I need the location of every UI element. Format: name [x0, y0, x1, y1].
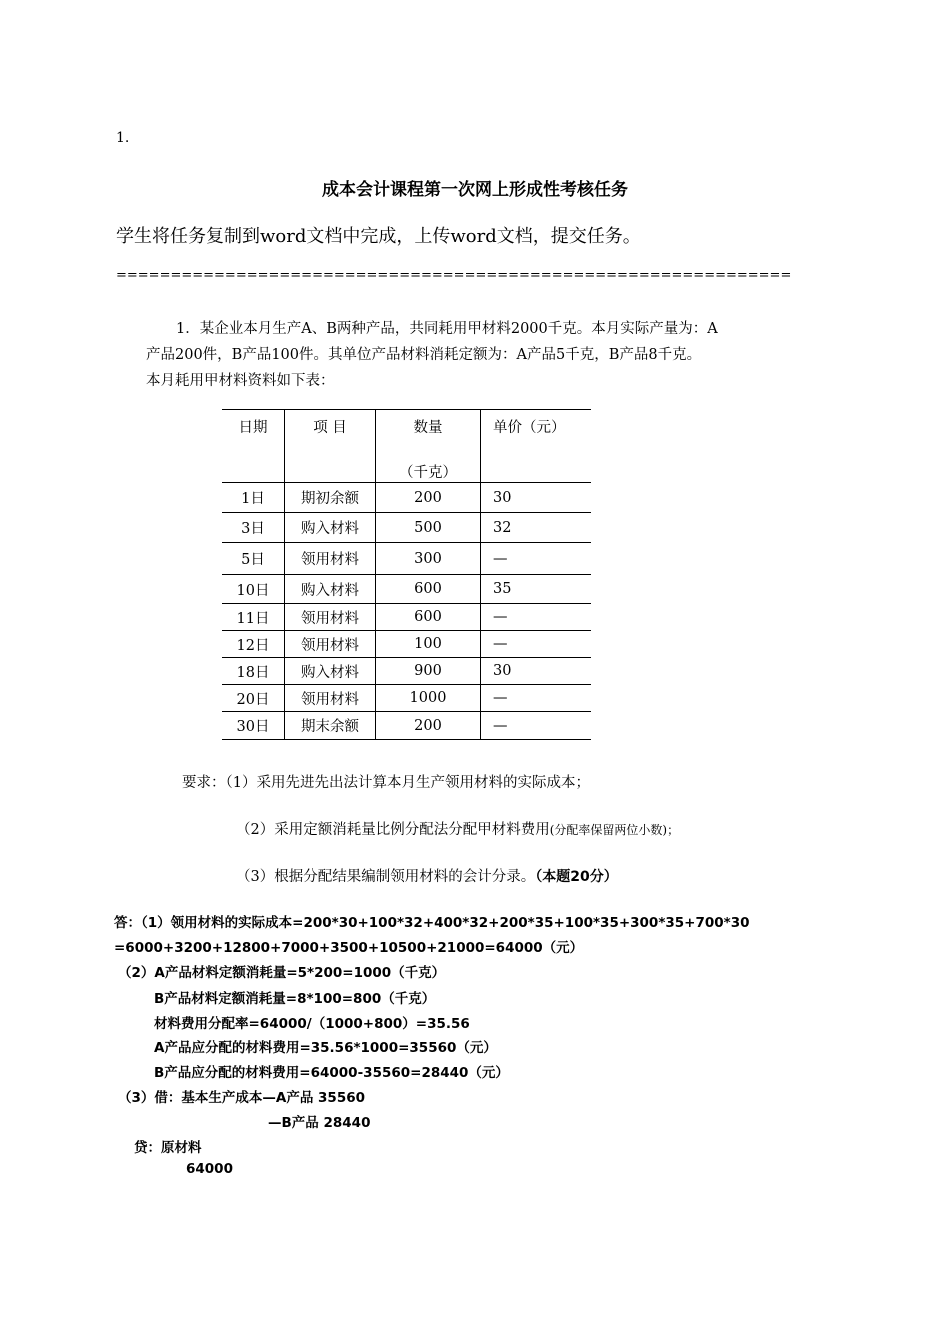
answer-line-10: 贷：原材料: [134, 1140, 202, 1156]
cell-item: 领用材料: [285, 543, 376, 575]
answer-line-6: A产品应分配的材料费用=35.56*1000=35560（元）: [154, 1040, 497, 1056]
header-qty: [376, 410, 481, 483]
cell-price: 30: [481, 483, 591, 513]
answer-line-3: （2）A产品材料定额消耗量=5*200=1000（千克）: [118, 965, 446, 981]
table-row: [222, 712, 591, 740]
cell-date: 1日: [241, 491, 265, 507]
header-qty-label: 数量: [413, 420, 443, 436]
cell-price: —: [481, 631, 591, 658]
cell-qty: 600: [376, 604, 481, 631]
requirement-2: [236, 818, 679, 839]
answer-line-4: B产品材料定额消耗量=8*100=800（千克）: [154, 991, 436, 1007]
cell-date: 10日: [236, 582, 270, 599]
answer-line-11: 64000: [186, 1161, 233, 1177]
cell-qty: 900: [376, 658, 481, 685]
table-row: [222, 685, 591, 712]
cell-date: 30日: [236, 719, 270, 735]
cell-price: 32: [481, 513, 591, 543]
table-row: [222, 631, 591, 658]
header-qty-unit: （千克）: [399, 465, 457, 481]
requirement-2-main: （2）采用定额消耗量比例分配法分配甲材料费用: [236, 822, 550, 838]
cell-date: 11日: [236, 610, 270, 627]
page-number: 1.: [116, 130, 130, 146]
cell-price: —: [481, 685, 591, 712]
table-row: [222, 604, 591, 631]
cell-price: —: [481, 712, 591, 740]
cell-date: 18日: [236, 664, 270, 681]
cell-qty: 100: [376, 631, 481, 658]
cell-qty: 200: [376, 712, 481, 740]
answer-line-5: 材料费用分配率=64000/（1000+800）=35.56: [154, 1016, 470, 1032]
divider-line: ==============================================================: [116, 268, 792, 283]
cell-item: 购入材料: [285, 658, 376, 685]
requirement-3-score: （本题20分）: [535, 869, 618, 885]
cell-item: 领用材料: [285, 685, 376, 712]
cell-price: —: [481, 604, 591, 631]
cell-qty: 200: [376, 483, 481, 513]
cell-item: 期末余额: [285, 712, 376, 740]
answer-line-8: （3）借：基本生产成本—A产品 35560: [118, 1090, 366, 1106]
cell-item: 购入材料: [285, 575, 376, 604]
cell-qty: 1000: [376, 685, 481, 712]
cell-date: 12日: [236, 637, 270, 654]
question-line-2: 产品200件，B产品100件。其单位产品材料消耗定额为：A产品5千克，B产品8千克。: [146, 347, 702, 363]
cell-date: 3日: [241, 521, 265, 537]
question-line-1: 1．某企业本月生产A、B两种产品，共同耗用甲材料2000千克。本月实际产量为：A: [176, 321, 718, 337]
table-row: [222, 543, 591, 575]
cell-qty: 300: [376, 543, 481, 575]
cell-item: 期初余额: [285, 483, 376, 513]
instruction-text: 学生将任务复制到word文档中完成，上传word文档，提交任务。: [116, 226, 641, 247]
cell-price: 30: [481, 658, 591, 685]
table-row: [222, 658, 591, 685]
table-row: [222, 483, 591, 513]
cell-item: 购入材料: [285, 513, 376, 543]
document-title: 成本会计课程第一次网上形成性考核任务: [322, 180, 628, 200]
answer-line-1: 答：（1）领用材料的实际成本=200*30+100*32+400*32+200*35+100*35+300*35+700*30: [114, 915, 750, 931]
answer-line-2: =6000+3200+12800+7000+3500+10500+21000=64000（元）: [114, 940, 584, 956]
cell-price: 35: [481, 575, 591, 604]
table-header-row: [222, 410, 591, 483]
cell-price: —: [481, 543, 591, 575]
table-row: [222, 575, 591, 604]
cell-qty: 600: [376, 575, 481, 604]
requirement-2-note: (分配率保留两位小数)；: [549, 823, 680, 837]
header-date: 日期: [238, 420, 268, 436]
cell-item: 领用材料: [285, 631, 376, 658]
cell-qty: 500: [376, 513, 481, 543]
header-price: 单价（元）: [481, 410, 591, 483]
cell-item: 领用材料: [285, 604, 376, 631]
table-row: [222, 513, 591, 543]
cell-date: 5日: [241, 552, 265, 568]
requirement-1: 要求：（1）采用先进先出法计算本月生产领用材料的实际成本；: [182, 775, 590, 791]
cell-date: 20日: [236, 691, 270, 708]
material-table: [222, 409, 591, 740]
question-line-3: 本月耗用甲材料资料如下表：: [146, 373, 335, 389]
answer-line-7: B产品应分配的材料费用=64000-35560=28440（元）: [154, 1065, 509, 1081]
requirement-3-main: （3）根据分配结果编制领用材料的会计分录。: [236, 869, 536, 885]
header-item: 项 目: [285, 410, 376, 483]
answer-line-9: —B产品 28440: [268, 1115, 371, 1131]
requirement-3: [236, 865, 618, 886]
